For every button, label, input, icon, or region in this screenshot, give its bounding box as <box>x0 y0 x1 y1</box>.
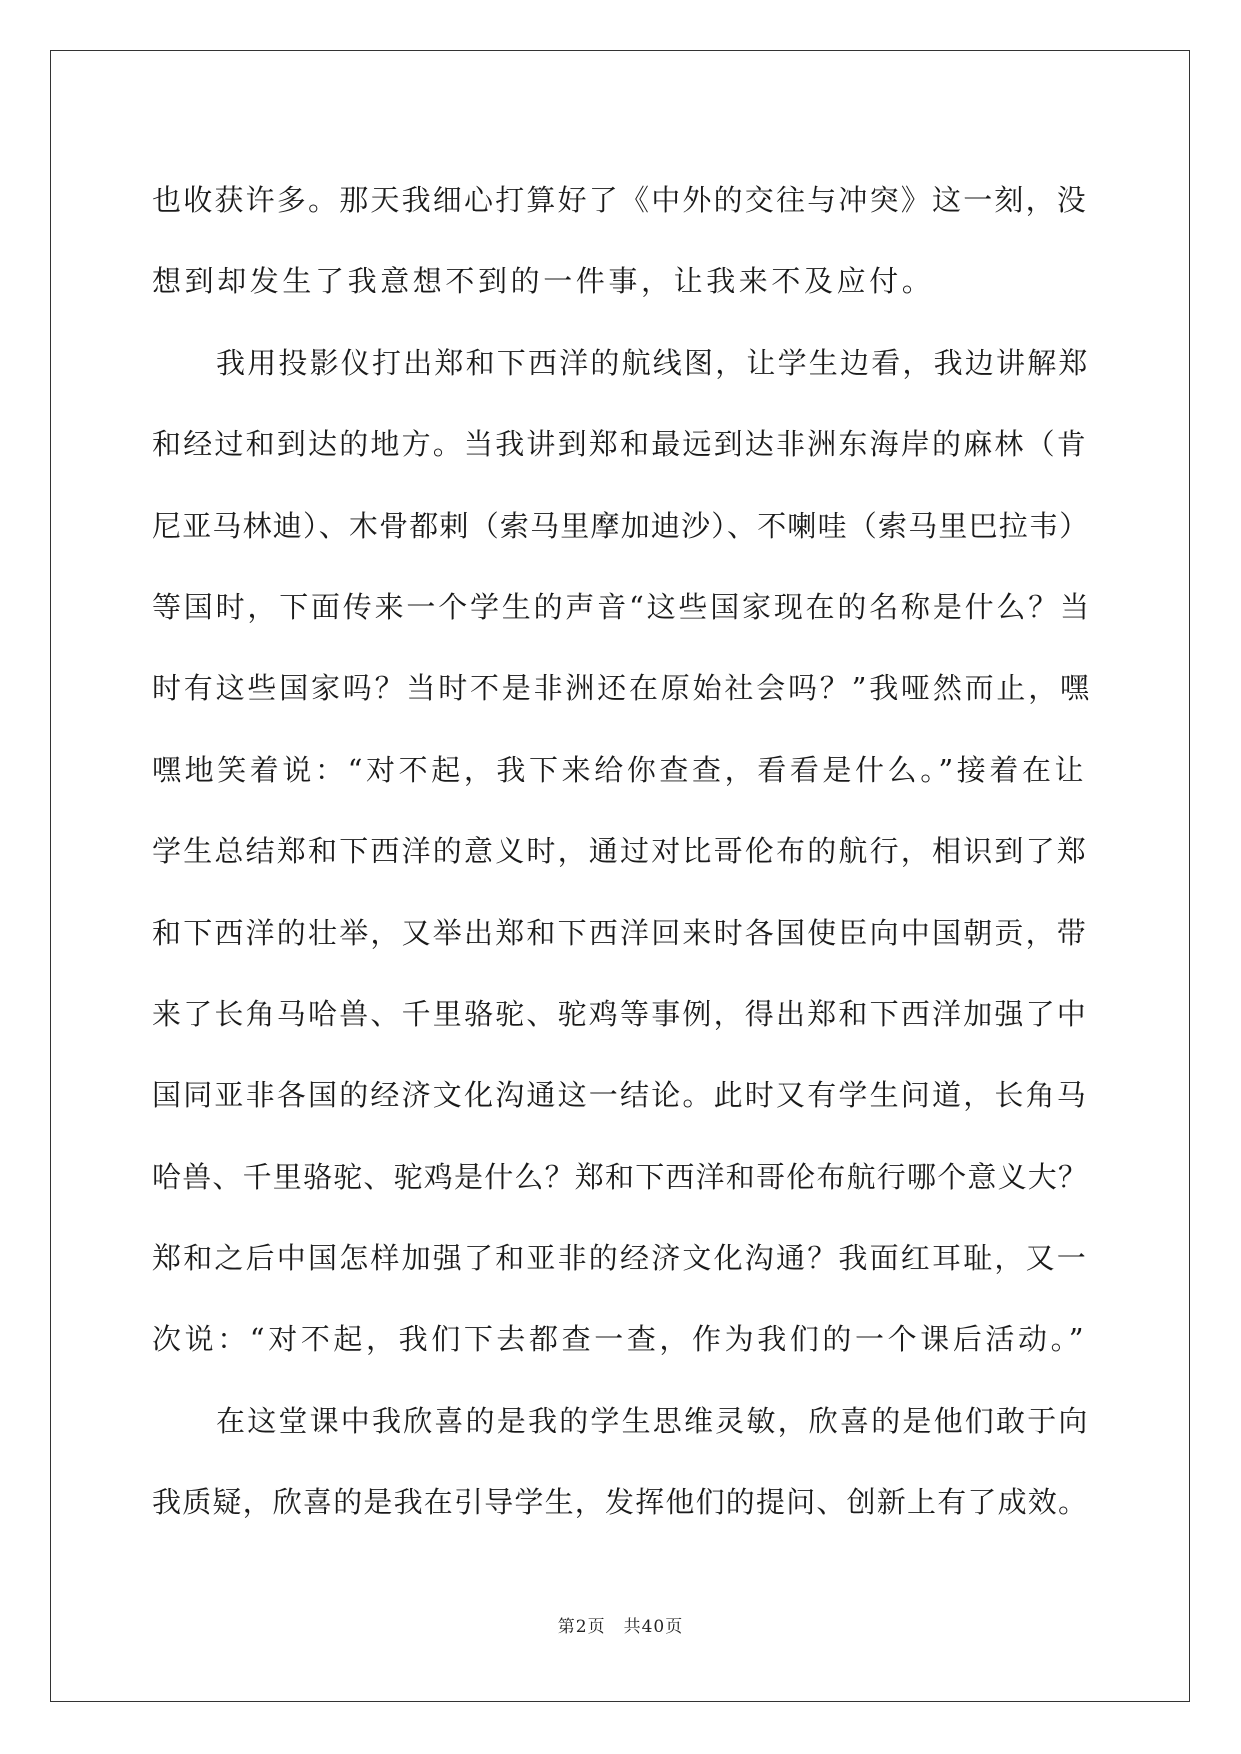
text-line: 想到却发生了我意想不到的一件事，让我来不及应付。 <box>152 264 935 299</box>
text-line: 和下西洋的壮举，又举出郑和下西洋回来时各国使臣向中国朝贡，带 <box>152 915 1089 950</box>
text-line: 时有这些国家吗？当时不是非洲还在原始社会吗？”我哑然而止，嘿 <box>152 671 1092 706</box>
text-line: 来了长角马哈兽、千里骆驼、驼鸡等事例，得出郑和下西洋加强了中 <box>152 996 1089 1031</box>
document-body <box>152 160 1092 1544</box>
text-line: 学生总结郑和下西洋的意义时，通过对比哥伦布的航行，相识到了郑 <box>152 834 1089 869</box>
page-footer <box>0 1612 1241 1637</box>
text-line: 也收获许多。那天我细心打算好了《中外的交往与冲突》这一刻，没 <box>152 183 1089 217</box>
text-line: 哈兽、千里骆驼、驼鸡是什么？郑和下西洋和哥伦布航行哪个意义大？ <box>152 1159 1089 1194</box>
page-number: 第2页 <box>557 1617 606 1637</box>
text-line: 等国时，下面传来一个学生的声音“这些国家现在的名称是什么？当 <box>152 589 1092 624</box>
text-line: 在这堂课中我欣喜的是我的学生思维灵敏，欣喜的是他们敢于向 <box>216 1403 1090 1438</box>
page-total: 共40页 <box>623 1617 684 1637</box>
text-line: 郑和之后中国怎样加强了和亚非的经济文化沟通？我面红耳耻，又一 <box>152 1241 1089 1276</box>
text-line: 我用投影仪打出郑和下西洋的航线图，让学生边看，我边讲解郑 <box>216 345 1090 380</box>
text-line: 国同亚非各国的经济文化沟通这一结论。此时又有学生问道，长角马 <box>152 1078 1089 1113</box>
text-line: 嘿地笑着说：“对不起，我下来给你查查，看看是什么。”接着在让 <box>152 752 1088 787</box>
text-line: 尼亚马林迪）、木骨都剌（索马里摩加迪沙）、不喇哇（索马里巴拉韦） <box>152 508 1090 543</box>
text-line: 我质疑，欣喜的是我在引导学生，发挥他们的提问、创新上有了成效。 <box>152 1485 1089 1520</box>
text-line: 次说：“对不起，我们下去都查一查，作为我们的一个课后活动。” <box>152 1322 1088 1357</box>
text-line: 和经过和到达的地方。当我讲到郑和最远到达非洲东海岸的麻林（肯 <box>152 427 1089 462</box>
